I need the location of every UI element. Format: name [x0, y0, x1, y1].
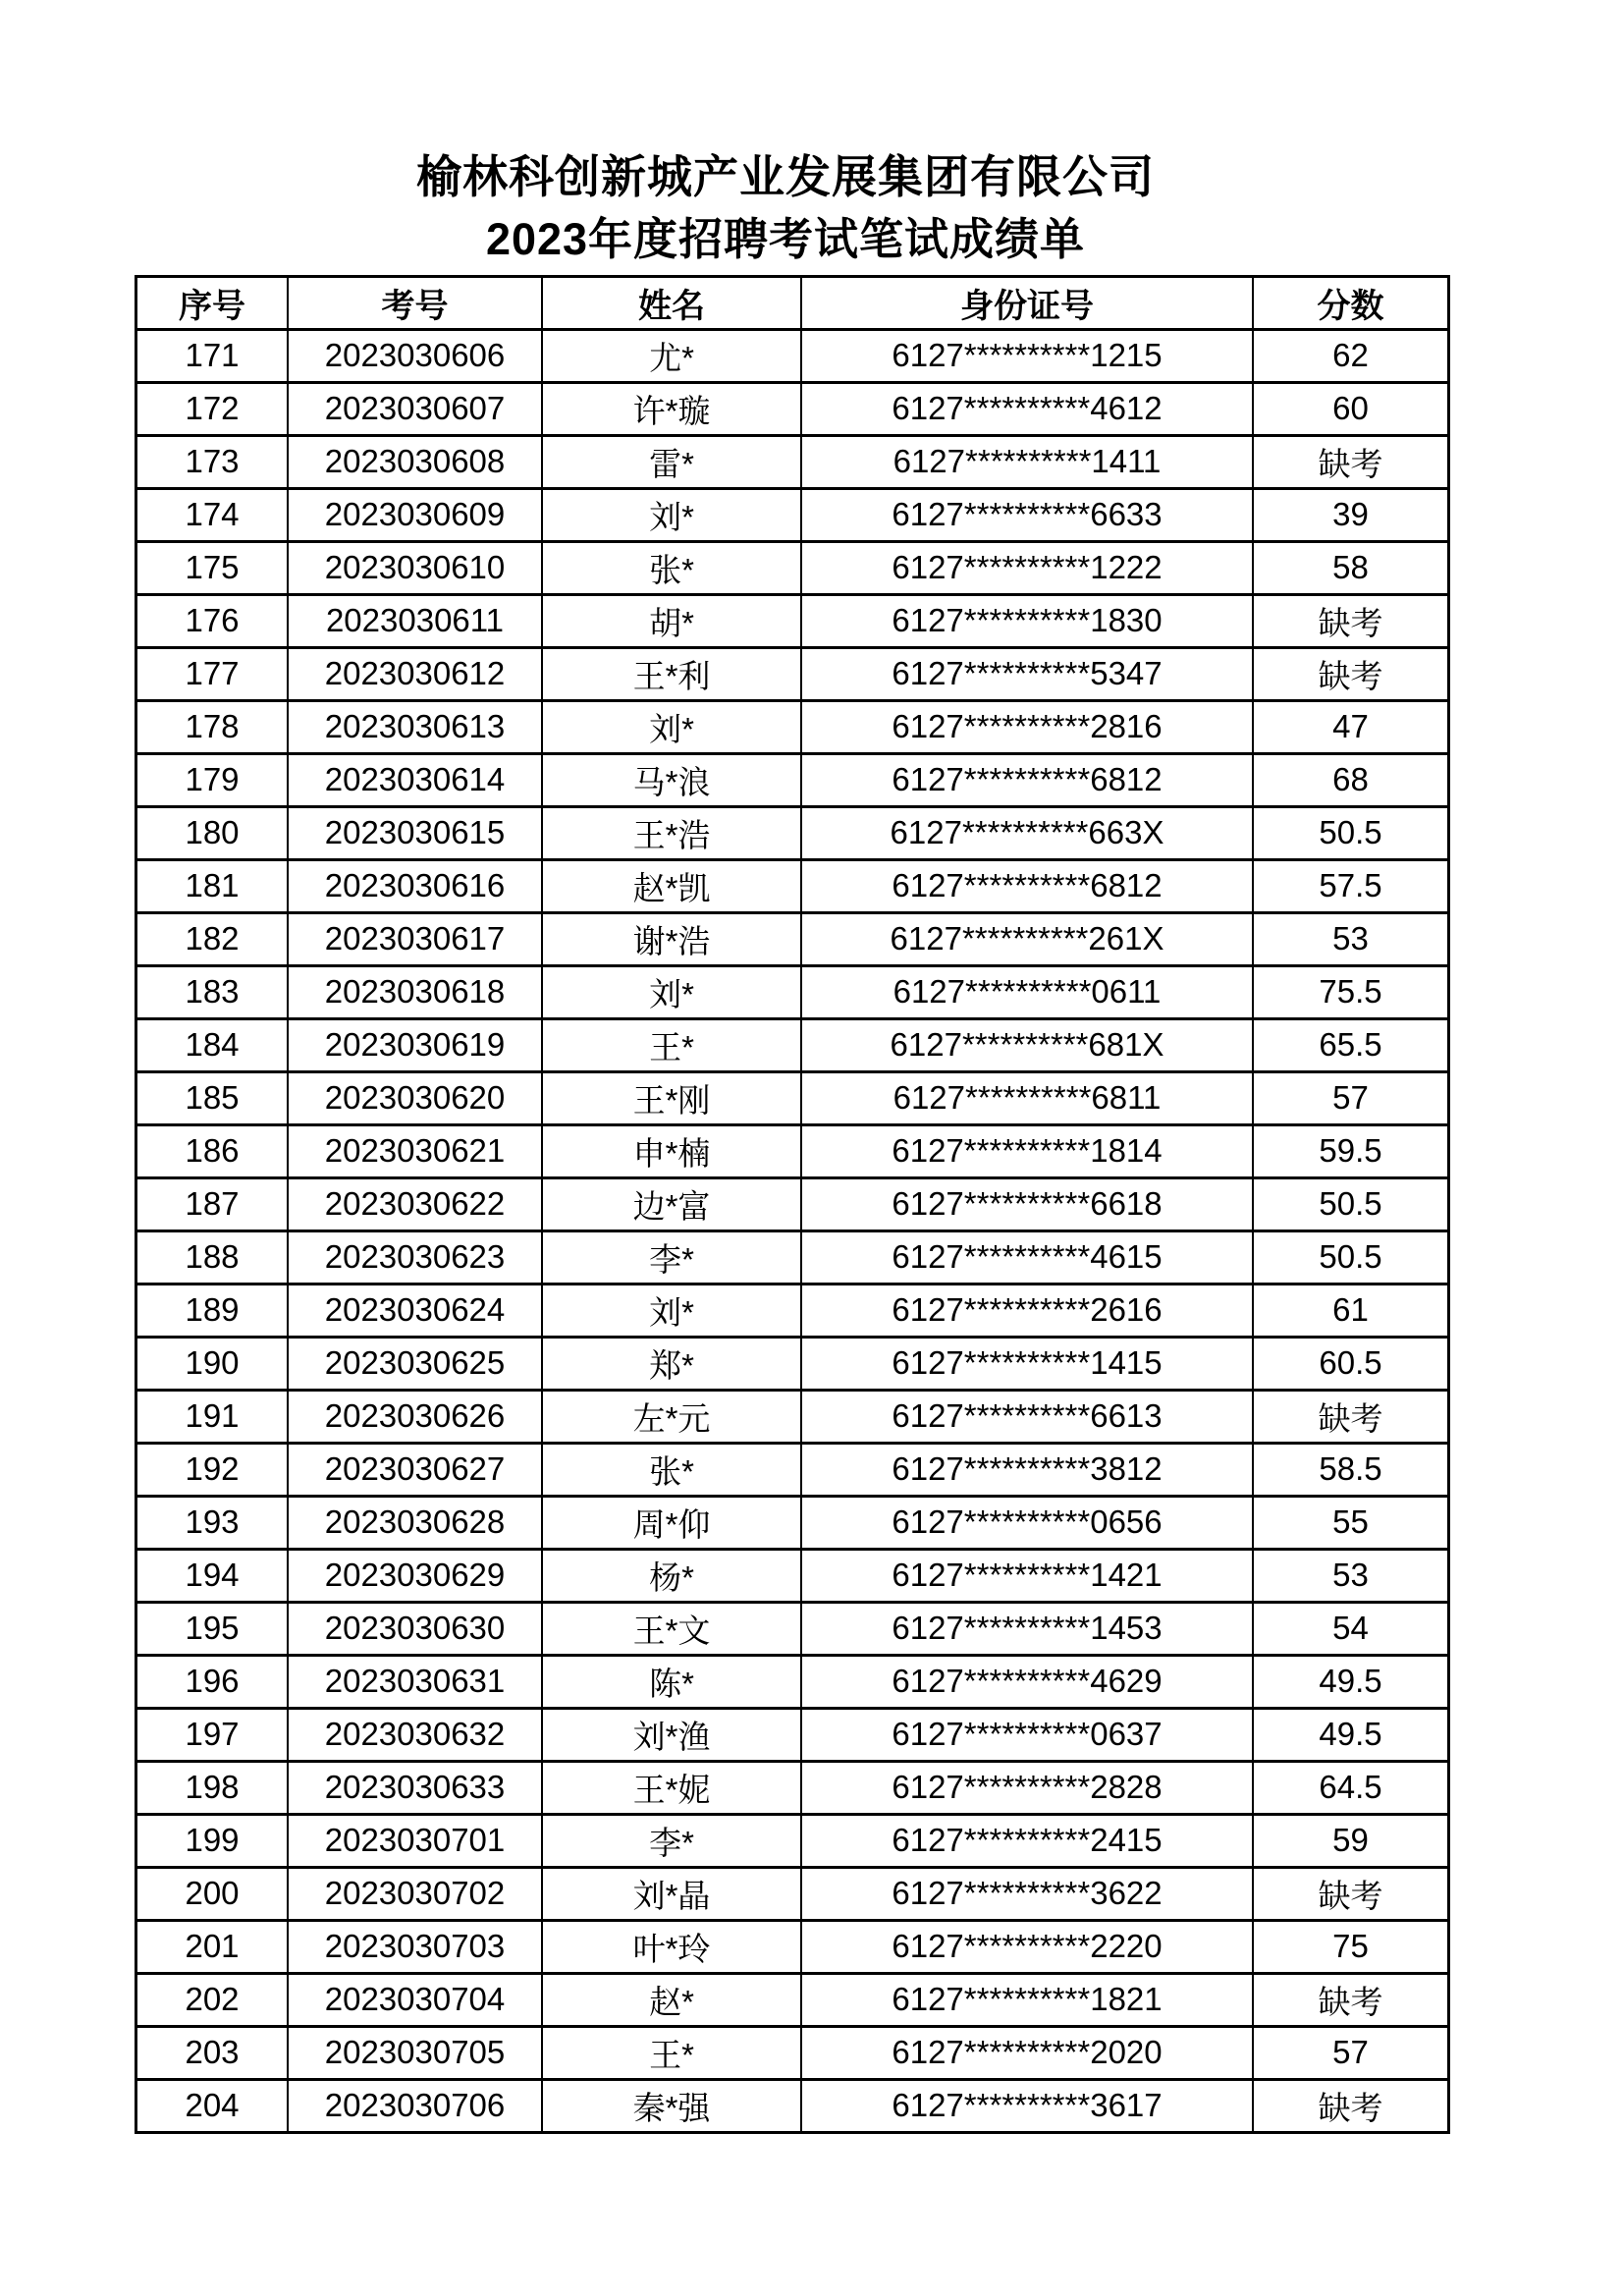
cell-name: 许*璇: [542, 382, 801, 435]
cell-id-number: 6127**********3622: [801, 1867, 1253, 1920]
cell-name: 王*: [542, 2026, 801, 2079]
cell-exam-number: 2023030632: [288, 1708, 542, 1761]
cell-id-number: 6127**********261X: [801, 912, 1253, 965]
column-header-id-number: 身份证号: [801, 276, 1253, 329]
cell-id-number: 6127**********6812: [801, 859, 1253, 912]
cell-name: 左*元: [542, 1390, 801, 1443]
cell-id-number: 6127**********663X: [801, 806, 1253, 859]
cell-id-number: 6127**********6812: [801, 753, 1253, 806]
cell-id-number: 6127**********4612: [801, 382, 1253, 435]
document-subtitle: 2023年度招聘考试笔试成绩单: [485, 214, 1086, 265]
cell-serial-number: 181: [136, 859, 289, 912]
table-row: [136, 435, 1449, 488]
cell-serial-number: 174: [136, 488, 289, 541]
cell-name: 王*利: [542, 647, 801, 700]
cell-serial-number: 186: [136, 1124, 289, 1177]
cell-score: 58: [1253, 541, 1449, 594]
cell-id-number: 6127**********1415: [801, 1337, 1253, 1390]
cell-exam-number: 2023030614: [288, 753, 542, 806]
cell-name: 张*: [542, 1443, 801, 1496]
cell-id-number: 6127**********6633: [801, 488, 1253, 541]
cell-serial-number: 185: [136, 1071, 289, 1124]
cell-serial-number: 191: [136, 1390, 289, 1443]
cell-exam-number: 2023030621: [288, 1124, 542, 1177]
cell-id-number: 6127**********3812: [801, 1443, 1253, 1496]
cell-id-number: 6127**********2020: [801, 2026, 1253, 2079]
cell-id-number: 6127**********1830: [801, 594, 1253, 647]
cell-name: 刘*: [542, 965, 801, 1018]
table-row: [136, 753, 1449, 806]
cell-exam-number: 2023030610: [288, 541, 542, 594]
cell-serial-number: 197: [136, 1708, 289, 1761]
cell-score: 58.5: [1253, 1443, 1449, 1496]
cell-score: 64.5: [1253, 1761, 1449, 1814]
cell-exam-number: 2023030622: [288, 1177, 542, 1230]
cell-exam-number: 2023030607: [288, 382, 542, 435]
table-row: [136, 1284, 1449, 1337]
cell-serial-number: 183: [136, 965, 289, 1018]
cell-score: 53: [1253, 912, 1449, 965]
cell-exam-number: 2023030701: [288, 1814, 542, 1867]
cell-score: 61: [1253, 1284, 1449, 1337]
cell-exam-number: 2023030620: [288, 1071, 542, 1124]
table-row: [136, 1443, 1449, 1496]
cell-score: 57.5: [1253, 859, 1449, 912]
cell-score: 75.5: [1253, 965, 1449, 1018]
cell-score: 57: [1253, 1071, 1449, 1124]
cell-name: 李*: [542, 1230, 801, 1284]
cell-id-number: 6127**********1821: [801, 1973, 1253, 2026]
table-row: [136, 1655, 1449, 1708]
cell-name: 王*: [542, 1018, 801, 1071]
cell-id-number: 6127**********3617: [801, 2079, 1253, 2132]
cell-exam-number: 2023030612: [288, 647, 542, 700]
table-row: [136, 1390, 1449, 1443]
cell-id-number: 6127**********2415: [801, 1814, 1253, 1867]
cell-exam-number: 2023030611: [288, 594, 542, 647]
cell-score: 缺考: [1253, 594, 1449, 647]
cell-serial-number: 182: [136, 912, 289, 965]
cell-score: 53: [1253, 1549, 1449, 1602]
cell-serial-number: 196: [136, 1655, 289, 1708]
table-row: [136, 1496, 1449, 1549]
cell-serial-number: 178: [136, 700, 289, 753]
cell-score: 缺考: [1253, 647, 1449, 700]
cell-id-number: 6127**********0611: [801, 965, 1253, 1018]
score-table: [135, 275, 1450, 2134]
cell-id-number: 6127**********1215: [801, 329, 1253, 382]
cell-score: 60.5: [1253, 1337, 1449, 1390]
cell-id-number: 6127**********1411: [801, 435, 1253, 488]
cell-name: 周*仰: [542, 1496, 801, 1549]
cell-exam-number: 2023030633: [288, 1761, 542, 1814]
table-row: [136, 1124, 1449, 1177]
cell-exam-number: 2023030618: [288, 965, 542, 1018]
column-header-exam-number: 考号: [288, 276, 542, 329]
cell-score: 缺考: [1253, 1390, 1449, 1443]
cell-name: 王*浩: [542, 806, 801, 859]
cell-score: 49.5: [1253, 1708, 1449, 1761]
cell-id-number: 6127**********0656: [801, 1496, 1253, 1549]
table-row: [136, 1814, 1449, 1867]
table-row: [136, 1337, 1449, 1390]
cell-name: 陈*: [542, 1655, 801, 1708]
cell-id-number: 6127**********1453: [801, 1602, 1253, 1655]
cell-exam-number: 2023030629: [288, 1549, 542, 1602]
cell-id-number: 6127**********2828: [801, 1761, 1253, 1814]
table-row: [136, 1230, 1449, 1284]
table-row: [136, 594, 1449, 647]
table-row: [136, 1973, 1449, 2026]
cell-exam-number: 2023030616: [288, 859, 542, 912]
cell-serial-number: 175: [136, 541, 289, 594]
table-row: [136, 1761, 1449, 1814]
table-row: [136, 541, 1449, 594]
cell-score: 75: [1253, 1920, 1449, 1973]
cell-serial-number: 179: [136, 753, 289, 806]
cell-id-number: 6127**********2220: [801, 1920, 1253, 1973]
table-head: [136, 276, 1449, 329]
table-row: [136, 1602, 1449, 1655]
document-page: [135, 0, 1436, 2134]
table-row: [136, 806, 1449, 859]
cell-id-number: 6127**********2816: [801, 700, 1253, 753]
cell-exam-number: 2023030704: [288, 1973, 542, 2026]
cell-serial-number: 188: [136, 1230, 289, 1284]
cell-score: 缺考: [1253, 1973, 1449, 2026]
cell-exam-number: 2023030703: [288, 1920, 542, 1973]
cell-score: 68: [1253, 753, 1449, 806]
cell-name: 郑*: [542, 1337, 801, 1390]
cell-id-number: 6127**********4615: [801, 1230, 1253, 1284]
cell-exam-number: 2023030702: [288, 1867, 542, 1920]
cell-score: 39: [1253, 488, 1449, 541]
header-row: [136, 276, 1449, 329]
cell-exam-number: 2023030619: [288, 1018, 542, 1071]
cell-id-number: 6127**********1814: [801, 1124, 1253, 1177]
cell-id-number: 6127**********2616: [801, 1284, 1253, 1337]
cell-id-number: 6127**********681X: [801, 1018, 1253, 1071]
cell-id-number: 6127**********1222: [801, 541, 1253, 594]
cell-exam-number: 2023030609: [288, 488, 542, 541]
cell-exam-number: 2023030627: [288, 1443, 542, 1496]
cell-name: 谢*浩: [542, 912, 801, 965]
table-row: [136, 382, 1449, 435]
cell-name: 申*楠: [542, 1124, 801, 1177]
cell-name: 刘*: [542, 700, 801, 753]
table-row: [136, 1177, 1449, 1230]
cell-name: 张*: [542, 541, 801, 594]
cell-serial-number: 203: [136, 2026, 289, 2079]
cell-score: 缺考: [1253, 1867, 1449, 1920]
cell-name: 刘*渔: [542, 1708, 801, 1761]
table-row: [136, 1018, 1449, 1071]
cell-exam-number: 2023030631: [288, 1655, 542, 1708]
table-row: [136, 647, 1449, 700]
cell-score: 59.5: [1253, 1124, 1449, 1177]
cell-id-number: 6127**********6618: [801, 1177, 1253, 1230]
cell-serial-number: 201: [136, 1920, 289, 1973]
cell-score: 57: [1253, 2026, 1449, 2079]
cell-serial-number: 195: [136, 1602, 289, 1655]
cell-score: 59: [1253, 1814, 1449, 1867]
table-row: [136, 329, 1449, 382]
cell-name: 赵*凯: [542, 859, 801, 912]
cell-serial-number: 184: [136, 1018, 289, 1071]
cell-score: 50.5: [1253, 1230, 1449, 1284]
cell-serial-number: 200: [136, 1867, 289, 1920]
table-row: [136, 1920, 1449, 1973]
cell-name: 刘*晶: [542, 1867, 801, 1920]
cell-name: 王*文: [542, 1602, 801, 1655]
cell-exam-number: 2023030626: [288, 1390, 542, 1443]
cell-serial-number: 176: [136, 594, 289, 647]
cell-name: 马*浪: [542, 753, 801, 806]
cell-serial-number: 190: [136, 1337, 289, 1390]
cell-exam-number: 2023030623: [288, 1230, 542, 1284]
cell-exam-number: 2023030617: [288, 912, 542, 965]
table-row: [136, 965, 1449, 1018]
cell-name: 刘*: [542, 1284, 801, 1337]
cell-score: 缺考: [1253, 435, 1449, 488]
cell-score: 50.5: [1253, 1177, 1449, 1230]
cell-serial-number: 193: [136, 1496, 289, 1549]
cell-name: 赵*: [542, 1973, 801, 2026]
cell-serial-number: 192: [136, 1443, 289, 1496]
cell-serial-number: 171: [136, 329, 289, 382]
table-row: [136, 2079, 1449, 2132]
cell-id-number: 6127**********0637: [801, 1708, 1253, 1761]
cell-serial-number: 177: [136, 647, 289, 700]
cell-exam-number: 2023030606: [288, 329, 542, 382]
cell-name: 王*妮: [542, 1761, 801, 1814]
table-row: [136, 2026, 1449, 2079]
cell-serial-number: 194: [136, 1549, 289, 1602]
cell-name: 尤*: [542, 329, 801, 382]
cell-name: 边*富: [542, 1177, 801, 1230]
cell-name: 王*刚: [542, 1071, 801, 1124]
table-row: [136, 1071, 1449, 1124]
cell-name: 李*: [542, 1814, 801, 1867]
cell-id-number: 6127**********1421: [801, 1549, 1253, 1602]
table-body: [136, 329, 1449, 2132]
column-header-score: 分数: [1253, 276, 1449, 329]
cell-exam-number: 2023030706: [288, 2079, 542, 2132]
cell-name: 秦*强: [542, 2079, 801, 2132]
document-title: 榆林科创新城产业发展集团有限公司: [416, 151, 1155, 202]
table-row: [136, 488, 1449, 541]
table-row: [136, 1708, 1449, 1761]
column-header-name: 姓名: [542, 276, 801, 329]
cell-id-number: 6127**********6811: [801, 1071, 1253, 1124]
table-row: [136, 912, 1449, 965]
cell-serial-number: 198: [136, 1761, 289, 1814]
cell-score: 49.5: [1253, 1655, 1449, 1708]
cell-serial-number: 189: [136, 1284, 289, 1337]
table-row: [136, 1549, 1449, 1602]
cell-score: 60: [1253, 382, 1449, 435]
cell-score: 54: [1253, 1602, 1449, 1655]
cell-serial-number: 202: [136, 1973, 289, 2026]
table-row: [136, 700, 1449, 753]
cell-serial-number: 187: [136, 1177, 289, 1230]
cell-name: 杨*: [542, 1549, 801, 1602]
cell-exam-number: 2023030613: [288, 700, 542, 753]
cell-exam-number: 2023030625: [288, 1337, 542, 1390]
cell-exam-number: 2023030705: [288, 2026, 542, 2079]
cell-id-number: 6127**********5347: [801, 647, 1253, 700]
cell-id-number: 6127**********6613: [801, 1390, 1253, 1443]
cell-serial-number: 199: [136, 1814, 289, 1867]
cell-id-number: 6127**********4629: [801, 1655, 1253, 1708]
cell-name: 胡*: [542, 594, 801, 647]
cell-exam-number: 2023030615: [288, 806, 542, 859]
cell-score: 55: [1253, 1496, 1449, 1549]
cell-score: 62: [1253, 329, 1449, 382]
cell-exam-number: 2023030608: [288, 435, 542, 488]
cell-name: 雷*: [542, 435, 801, 488]
cell-serial-number: 172: [136, 382, 289, 435]
cell-serial-number: 173: [136, 435, 289, 488]
column-header-serial-number: 序号: [136, 276, 289, 329]
cell-score: 47: [1253, 700, 1449, 753]
cell-score: 65.5: [1253, 1018, 1449, 1071]
cell-score: 50.5: [1253, 806, 1449, 859]
table-row: [136, 1867, 1449, 1920]
cell-exam-number: 2023030628: [288, 1496, 542, 1549]
cell-exam-number: 2023030624: [288, 1284, 542, 1337]
cell-score: 缺考: [1253, 2079, 1449, 2132]
cell-name: 叶*玲: [542, 1920, 801, 1973]
cell-exam-number: 2023030630: [288, 1602, 542, 1655]
cell-serial-number: 180: [136, 806, 289, 859]
cell-name: 刘*: [542, 488, 801, 541]
cell-serial-number: 204: [136, 2079, 289, 2132]
table-row: [136, 859, 1449, 912]
